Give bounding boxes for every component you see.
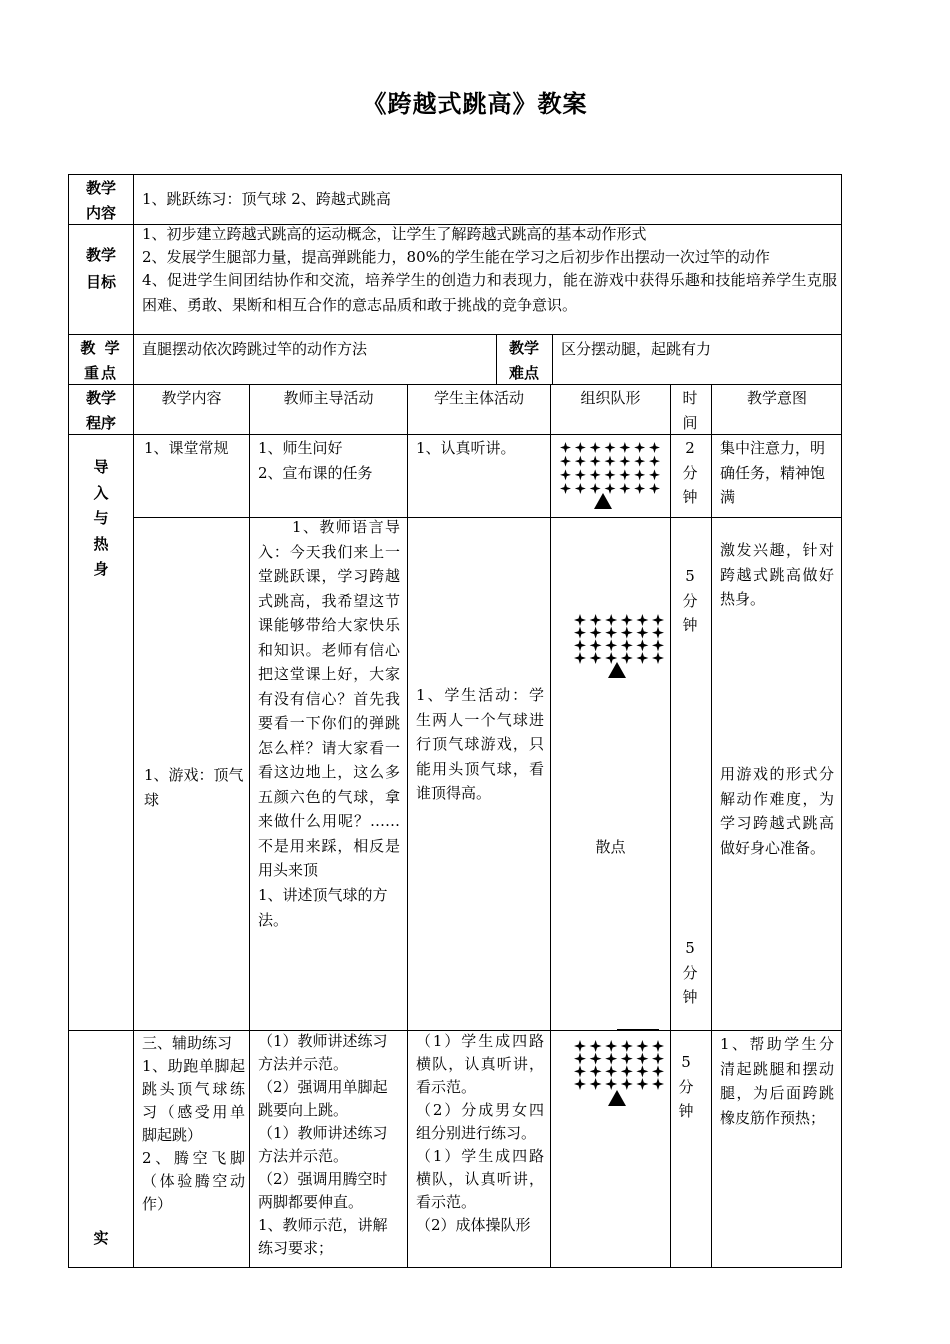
key-text: 直腿摆动依次跨跳过竿的动作方法 (142, 340, 368, 358)
game-student: 1、学生活动：学生两人一个气球进行顶气球游戏，只能用头顶气球，看谁顶得高。 (416, 686, 544, 802)
four-point-star-icon (652, 639, 664, 651)
routine-time: 2分钟 (682, 439, 698, 506)
practice-student: （1）学生成四路横队，认真听讲，看示范。 （2）分成男女四组分别进行练习。 （1）学生成四路横队，认真听讲，看示范。 （2）成体操队形 (416, 1032, 544, 1234)
four-point-star-icon (621, 627, 633, 639)
triangle-icon (594, 493, 612, 509)
goal-1: 1、初步建立跨越式跳高的运动概念，让学生了解跨越式跳高的基本动作形式 (142, 225, 647, 243)
four-point-star-icon (636, 1078, 648, 1090)
four-point-star-icon (574, 1078, 586, 1090)
four-point-star-icon (652, 652, 664, 664)
four-point-star-icon (621, 639, 633, 651)
four-point-star-icon (574, 1065, 586, 1077)
four-point-star-icon (636, 1040, 648, 1052)
four-point-star-icon (590, 469, 601, 480)
four-point-star-icon (590, 639, 602, 651)
section-warmup-label: 导入与热身 (93, 458, 109, 578)
header-content: 教学内容 (161, 389, 222, 407)
four-point-star-icon (621, 614, 633, 626)
four-point-star-icon (636, 1053, 648, 1065)
four-point-star-icon (636, 614, 648, 626)
routine-content: 1、课堂常规 (144, 439, 229, 457)
four-point-star-icon (574, 1053, 586, 1065)
four-point-star-icon (590, 442, 601, 453)
practice-intent: 1、帮助学生分清起跳腿和摆动腿，为后面跨跳橡皮筋作预热； (720, 1035, 834, 1127)
key-label: 教 学重点 (80, 339, 122, 382)
four-point-star-icon (621, 1078, 633, 1090)
four-point-star-icon (590, 1053, 602, 1065)
four-point-star-icon (605, 639, 617, 651)
four-point-star-icon (652, 614, 664, 626)
routine-teacher: 1、师生问好 2、宣布课的任务 (258, 439, 373, 482)
game-intent-1: 激发兴趣，针对跨越式跳高做好热身。 (720, 541, 834, 608)
four-point-star-icon (634, 483, 645, 494)
four-point-star-icon (574, 639, 586, 651)
four-point-star-icon (652, 1065, 664, 1077)
four-point-star-icon (574, 652, 586, 664)
goal-2: 2、发展学生腿部力量，提高弹跳能力，80%的学生能在学习之后初步作出摆动一次过竿的动作 (142, 248, 770, 266)
practice-teacher: （1）教师讲述练习方法并示范。 （2）强调用单脚起跳要向上跳。 （1）教师讲述练习方法并示范。 （2）强调用腾空时两脚都要伸直。 1、教师示范，讲解练习要求； (258, 1032, 388, 1257)
four-point-star-icon (619, 469, 630, 480)
content-text: 1、跳跃练习：顶气球 2、跨越式跳高 (142, 190, 391, 208)
four-point-star-icon (652, 627, 664, 639)
four-point-star-icon (560, 469, 571, 480)
four-point-star-icon (649, 483, 660, 494)
four-point-star-icon (575, 483, 586, 494)
routine-student: 1、认真听讲。 (416, 439, 516, 457)
four-point-star-icon (634, 469, 645, 480)
four-point-star-icon (560, 442, 571, 453)
header-program: 教学程序 (85, 389, 116, 432)
practice-time: 5分钟 (678, 1053, 694, 1120)
four-point-star-icon (649, 469, 660, 480)
triangle-icon (608, 1090, 626, 1106)
difficulty-label: 教学难点 (508, 339, 539, 382)
routine-intent: 集中注意力，明确任务，精神饱满 (720, 439, 826, 506)
formation-diagram-3 (574, 1040, 664, 1090)
four-point-star-icon (605, 627, 617, 639)
four-point-star-icon (575, 469, 586, 480)
four-point-star-icon (605, 456, 616, 467)
four-point-star-icon (634, 442, 645, 453)
game-time-1: 5分钟 (682, 567, 698, 634)
goals-label: 教学目标 (85, 246, 116, 291)
four-point-star-icon (619, 483, 630, 494)
four-point-star-icon (636, 1065, 648, 1077)
four-point-star-icon (574, 614, 586, 626)
four-point-star-icon (652, 1078, 664, 1090)
header-intent: 教学意图 (746, 389, 807, 407)
four-point-star-icon (605, 1040, 617, 1052)
four-point-star-icon (652, 1040, 664, 1052)
game-content: 1、游戏：顶气球 (144, 766, 244, 809)
difficulty-text: 区分摆动腿，起跳有力 (561, 340, 712, 358)
game-teacher: 1、教师语言导入：今天我们来上一堂跳跃课，学习跨越式跳高，我希望这节课能够带给大家快乐和知识。老师有信心把这堂课上好，大家有没有信心？首先我要看一下你们的弹跳怎么样？请大家看一看这边地上，这么多五颜六色的气球，拿来做什么用呢？……不是用来踩，相反是用头来顶 (258, 518, 400, 879)
four-point-star-icon (605, 614, 617, 626)
four-point-star-icon (652, 1053, 664, 1065)
four-point-star-icon (636, 639, 648, 651)
formation-diagram-1 (560, 442, 660, 494)
four-point-star-icon (590, 1040, 602, 1052)
content-label: 教学内容 (85, 179, 116, 222)
header-teacher: 教师主导活动 (283, 389, 374, 407)
four-point-star-icon (590, 652, 602, 664)
four-point-star-icon (574, 627, 586, 639)
four-point-star-icon (649, 442, 660, 453)
practice-content: 三、辅助练习 1、助跑单脚起跳头顶气球练习（感受用单脚起跳） 2、腾空飞脚（体验腾空动作） (142, 1034, 245, 1213)
four-point-star-icon (619, 456, 630, 467)
four-point-star-icon (605, 442, 616, 453)
four-point-star-icon (590, 456, 601, 467)
game-time-2: 5分钟 (682, 939, 698, 1006)
four-point-star-icon (590, 1078, 602, 1090)
four-point-star-icon (605, 1053, 617, 1065)
four-point-star-icon (621, 1040, 633, 1052)
four-point-star-icon (575, 442, 586, 453)
four-point-star-icon (605, 1065, 617, 1077)
four-point-star-icon (649, 456, 660, 467)
section-practice-label: 实 (93, 1229, 109, 1247)
four-point-star-icon (636, 652, 648, 664)
four-point-star-icon (560, 483, 571, 494)
header-time: 时间 (682, 389, 698, 432)
game-intent-2: 用游戏的形式分解动作难度，为学习跨越式跳高做好身心准备。 (720, 765, 834, 857)
four-point-star-icon (619, 442, 630, 453)
header-student: 学生主体活动 (433, 389, 524, 407)
four-point-star-icon (605, 1078, 617, 1090)
four-point-star-icon (621, 1065, 633, 1077)
four-point-star-icon (590, 627, 602, 639)
goal-3: 4、促进学生间团结协作和交流，培养学生的创造力和表现力，能在游戏中获得乐趣和技能培养学生克服困难、勇敢、果断和相互合作的意志品质和敢于挑战的竞争意识。 (142, 271, 837, 314)
four-point-star-icon (560, 456, 571, 467)
formation-diagram-2 (574, 614, 664, 664)
page-title: 《跨越式跳高》教案 (362, 89, 588, 118)
four-point-star-icon (590, 614, 602, 626)
four-point-star-icon (634, 456, 645, 467)
header-formation: 组织队形 (580, 389, 641, 407)
four-point-star-icon (590, 1065, 602, 1077)
formation-scatter: 散点 (595, 838, 626, 856)
four-point-star-icon (636, 627, 648, 639)
four-point-star-icon (575, 456, 586, 467)
game-teacher-method: 1、讲述顶气球的方法。 (258, 886, 388, 929)
triangle-icon (608, 662, 626, 678)
four-point-star-icon (605, 469, 616, 480)
four-point-star-icon (574, 1040, 586, 1052)
four-point-star-icon (621, 1053, 633, 1065)
